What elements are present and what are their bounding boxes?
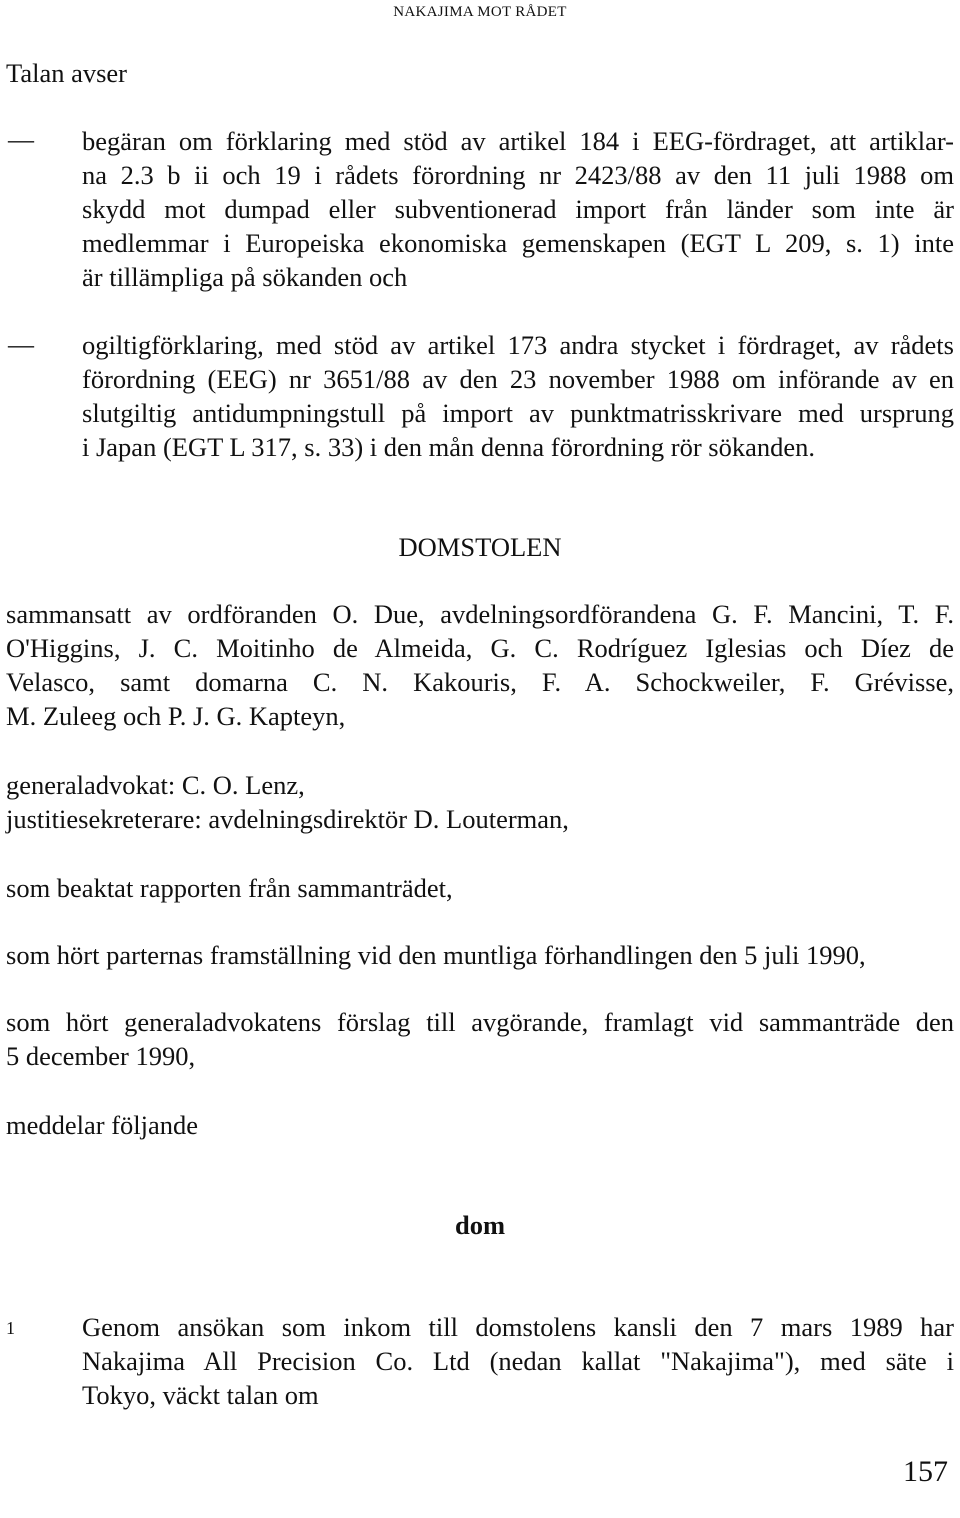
recital-delivers: meddelar följande [6,1110,199,1140]
composition-line: Velasco, samt domarna C. N. Kakouris, F. A. Schockweiler, F. Grévisse, [6,667,954,697]
item2-line: ogiltigförklaring, med stöd av artikel 173 andra stycket i fördraget, av rådets [82,330,954,360]
judgment-heading: dom [454,1210,506,1240]
paragraph-number: 1 [6,1318,15,1338]
item1-line: na 2.3 b ii och 19 i rådets förordning nr 2423/88 av den 11 juli 1988 om [82,160,954,190]
officials-text [6,768,569,836]
recital-report: som beaktat rapporten från sammanträdet, [6,873,453,903]
paragraph-line: Nakajima All Precision Co. Ltd (nedan kallat "Nakajima"), med säte i [82,1346,954,1376]
paragraph-line: Tokyo, väckt talan om [82,1380,319,1410]
recital-opinion-line: som hört generaladvokatens förslag till avgörande, framlagt vid sammanträde den [6,1007,954,1037]
dash-marker: — [8,125,34,154]
composition-line: sammansatt av ordföranden O. Due, avdelningsordförandena G. F. Mancini, T. F. [6,599,954,629]
item1-line: är tillämpliga på sökanden och [82,262,408,292]
court-heading: DOMSTOLEN [398,532,562,562]
intro-text: Talan avser [6,58,128,88]
item2-text [82,328,954,464]
dash-marker: — [8,330,34,359]
item2-line: förordning (EEG) nr 3651/88 av den 23 november 1988 om införande av en [82,364,954,394]
composition-line: O'Higgins, J. C. Moitinho de Almeida, G. C. Rodríguez Iglesias och Díez de [6,633,954,663]
recital-hearing: som hört parternas framställning vid den muntliga förhandlingen den 5 juli 1990, [6,940,866,970]
registrar-line: justitiesekreterare: avdelningsdirektör D. Louterman, [6,804,569,834]
paragraph-line: Genom ansökan som inkom till domstolens kansli den 7 mars 1989 har [82,1312,954,1342]
page-number: 157 [903,1455,948,1488]
item1-text [82,124,954,294]
advocate-general-line: generaladvokat: C. O. Lenz, [6,770,305,800]
running-header: NAKAJIMA MOT RÅDET [393,4,567,20]
item2-line: i Japan (EGT L 317, s. 33) i den mån denna förordning rör sökanden. [82,432,815,462]
composition-line: M. Zuleeg och P. J. G. Kapteyn, [6,701,346,731]
item1-line: skydd mot dumpad eller subventionerad import från länder som inte är [82,194,954,224]
item2-line: slutgiltig antidumpningstull på import av punktmatrisskrivare med ursprung [82,398,954,428]
recital-opinion [6,1005,954,1073]
item1-line: medlemmar i Europeiska ekonomiska gemenskapen (EGT L 209, s. 1) inte [82,228,954,258]
item1-line: begäran om förklaring med stöd av artikel 184 i EEG-fördraget, att artiklar- [82,126,954,156]
recital-opinion-line: 5 december 1990, [6,1041,196,1071]
paragraph-1-text [82,1310,954,1412]
composition-text [6,597,954,733]
